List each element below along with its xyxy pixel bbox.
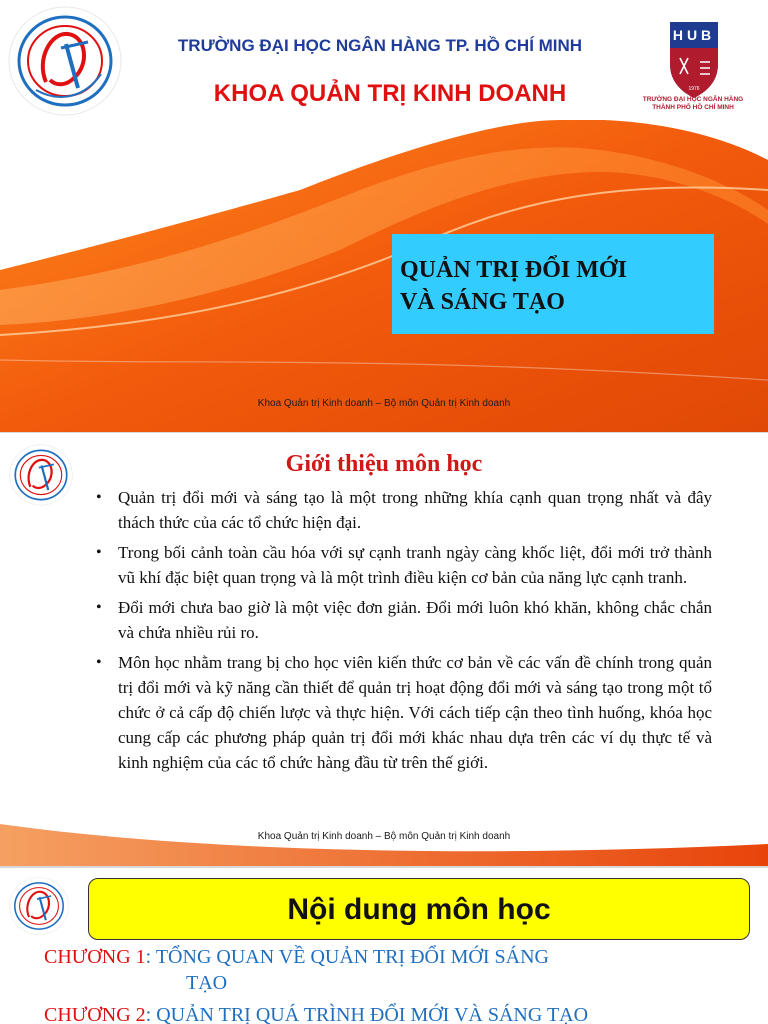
hub-caption (628, 96, 758, 112)
chapter-2-label: CHƯƠNG 2 (44, 1004, 146, 1024)
course-title-line1: QUẢN TRỊ ĐỔI MỚI (400, 257, 627, 283)
intro-title: Giới thiệu môn học (285, 451, 483, 477)
bullet-item (96, 595, 712, 645)
bullet-text: Quản trị đổi mới và sáng tạo là một trong những khía cạnh quan trọng nhất và đây thách thức của các tổ chức hiện đại. (118, 488, 712, 532)
bullet-text: Môn học nhằm trang bị cho học viên kiến thức cơ bản về các vấn đề chính trong quản trị đổi mới và kỹ năng cần thiết để quản trị hoạt động đổi mới và sáng tạo trong một tổ chức ở cả cấp độ chiến lược và thực hiện. Với cách tiếp cận theo tình huống, khóa học cung cấp các phương pháp quản trị đổi mới khác nhau dựa trên các ví dụ thực tế và kinh nghiệm của các tổ chức hàng đầu từ trên thế giới. (118, 653, 712, 772)
slide1-footer: Khoa Quản trị Kinh doanh – Bộ môn Quản trị Kinh doanh (257, 398, 511, 409)
course-title-box (392, 234, 714, 334)
title-slide (0, 0, 768, 432)
svg-text:HUB: HUB (672, 27, 716, 43)
chapter-1-title-cont: TẠO (186, 972, 228, 994)
bullet-text: Trong bối cảnh toàn cầu hóa với sự cạnh tranh ngày càng khốc liệt, đổi mới trở thành vũ khí đặc biệt quan trọng và là một trình điều kiện cơ bản của năng lực cạnh tranh. (118, 543, 712, 587)
content-title-box: Nội dung môn học (88, 878, 750, 940)
bullet-item (96, 540, 712, 590)
bullet-text: Đổi mới chưa bao giờ là một việc đơn giản. Đổi mới luôn khó khăn, không chắc chắn và chứa nhiều rủi ro. (118, 598, 712, 642)
chapter-1-title: : TỔNG QUAN VỀ QUẢN TRỊ ĐỔI MỚI SÁNG (145, 946, 549, 968)
intro-slide (0, 433, 768, 866)
bullet-item (96, 485, 712, 535)
bullet-dot-icon: • (96, 489, 102, 506)
bullet-dot-icon: • (96, 599, 102, 616)
chapter-1-label: CHƯƠNG 1 (44, 946, 146, 968)
hub-caption-line2: THÀNH PHỐ HỒ CHÍ MINH (652, 104, 734, 111)
slide2-footer: Khoa Quản trị Kinh doanh – Bộ môn Quản trị Kinh doanh (257, 831, 511, 842)
faculty-logo-icon (6, 4, 124, 118)
chapter-1 (44, 944, 704, 996)
bullet-dot-icon: • (96, 654, 102, 671)
course-title-line2: VÀ SÁNG TẠO (400, 289, 565, 315)
chapter-2 (44, 1002, 744, 1024)
faculty-logo-icon (8, 876, 70, 936)
content-slide (0, 868, 768, 1024)
intro-bullet-list (96, 485, 712, 780)
bullet-item (96, 650, 712, 775)
faculty-name: KHOA QUẢN TRỊ KINH DOANH (213, 80, 567, 107)
university-name: TRƯỜNG ĐẠI HỌC NGÂN HÀNG TP. HỒ CHÍ MINH (177, 36, 583, 55)
chapter-2-title: : QUẢN TRỊ QUÁ TRÌNH ĐỔI MỚI VÀ SÁNG TẠO (145, 1004, 589, 1024)
svg-text:1976: 1976 (688, 86, 700, 92)
orange-wave-footer (0, 818, 768, 866)
hub-caption-line1: TRƯỜNG ĐẠI HỌC NGÂN HÀNG (642, 96, 744, 103)
bullet-dot-icon: • (96, 544, 102, 561)
